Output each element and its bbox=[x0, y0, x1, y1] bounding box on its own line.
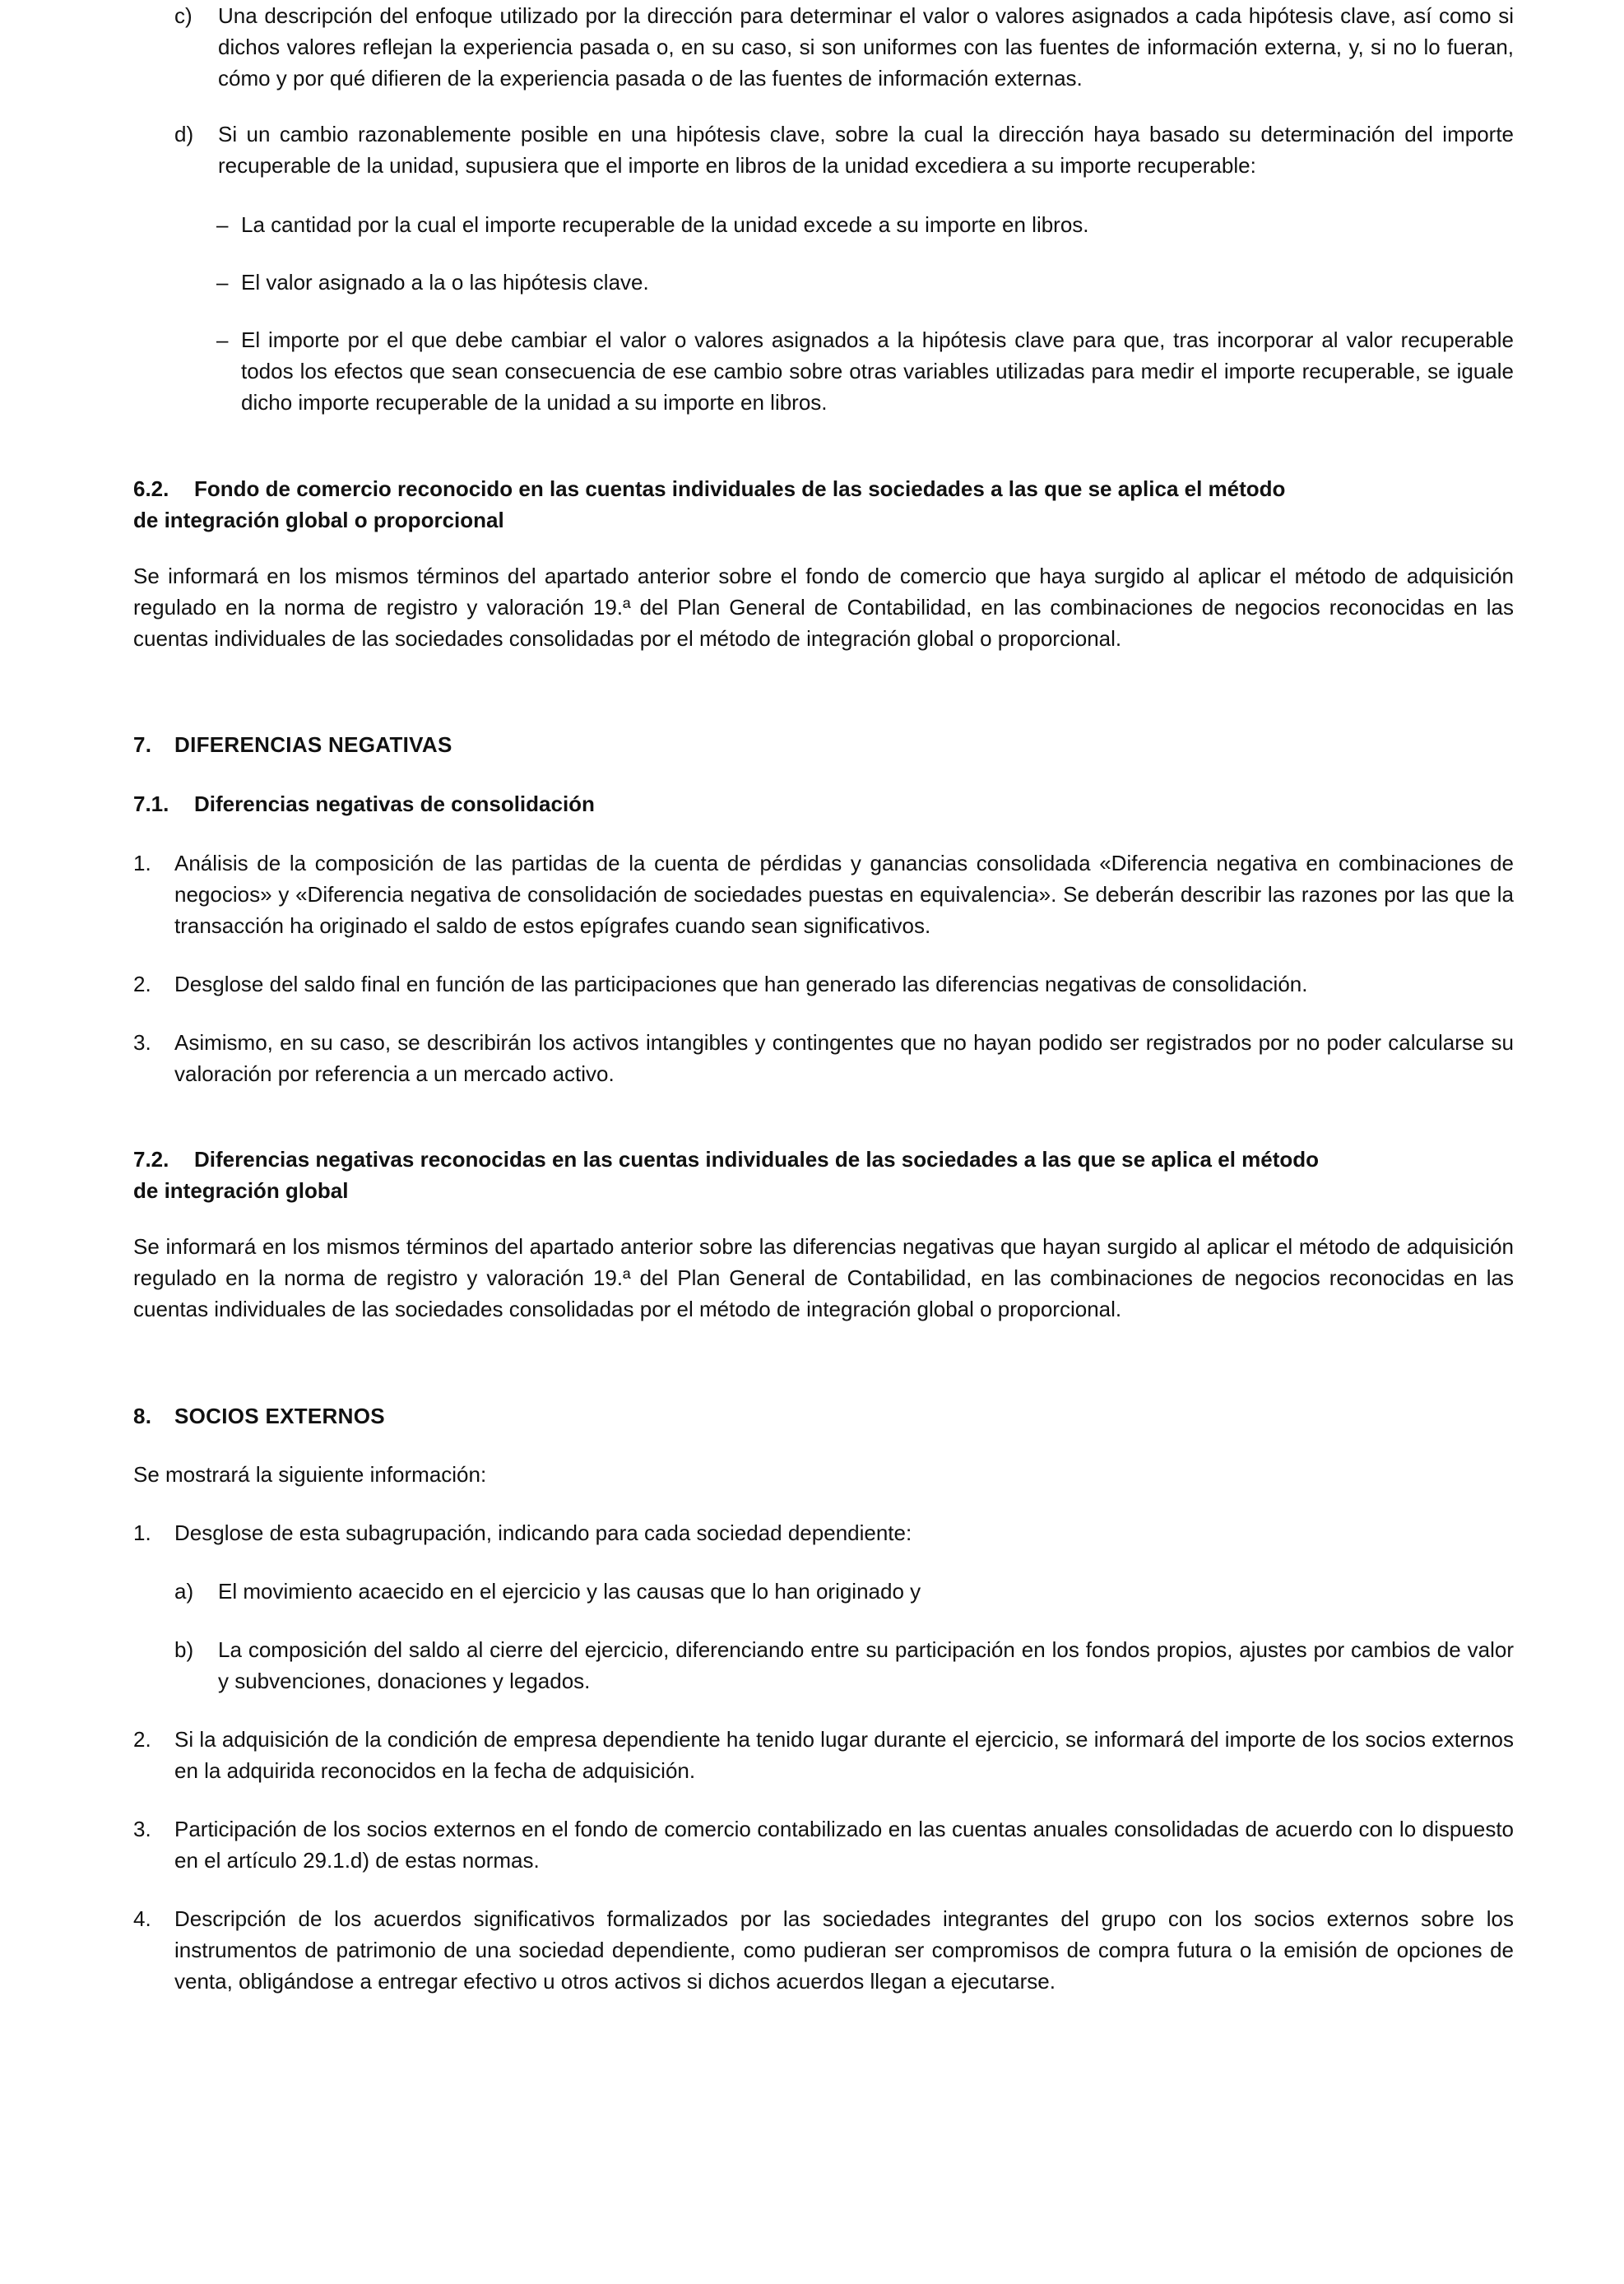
heading-title: DIFERENCIAS NEGATIVAS bbox=[174, 732, 452, 757]
list-marker: 3. bbox=[133, 1030, 151, 1055]
heading-title-line1: Fondo de comercio reconocido en las cuentas individuales de las sociedades a las que se aplica el método bbox=[194, 476, 1286, 501]
dash-marker: – bbox=[216, 327, 229, 352]
list-item-text: La composición del saldo al cierre del ejercicio, diferenciando entre su participación en los fondos propios, ajustes por cambios de valor y subvenciones, donaciones y legados. bbox=[218, 1637, 1514, 1693]
list-item-text: Descripción de los acuerdos significativos formalizados por las sociedades integrantes del grupo con los socios externos sobre los instrumentos de patrimonio de una sociedad dependiente, como pudieran ser compromisos de compra futura o la emisión de opciones de venta, obligándose a entregar efectivo u otros activos si dichos acuerdos llegan a ejecutarse. bbox=[174, 1906, 1514, 1994]
list-item-text: El movimiento acaecido en el ejercicio y las causas que lo han originado y bbox=[218, 1579, 921, 1604]
list-marker: a) bbox=[174, 1579, 194, 1604]
dash-item bbox=[133, 267, 1514, 298]
list-marker: 4. bbox=[133, 1906, 151, 1931]
heading-number: 7. bbox=[133, 732, 152, 757]
heading-number: 6.2. bbox=[133, 476, 169, 501]
dash-marker: – bbox=[216, 270, 229, 295]
list-item-8-1-a bbox=[133, 1576, 1514, 1607]
list-marker: 3. bbox=[133, 1817, 151, 1841]
list-item-8-1 bbox=[133, 1517, 1514, 1548]
list-item-text: Una descripción del enfoque utilizado por la dirección para determinar el valor o valores asignados a cada hipótesis clave, así como si dichos valores reflejan la experiencia pasada o, en su caso, si son uniformes con las fuentes de información externa, y, si no lo fueran, cómo y por qué difieren de la experiencia pasada o de las fuentes de información externas. bbox=[218, 3, 1514, 91]
section-heading-8 bbox=[133, 1400, 1514, 1432]
list-item-d bbox=[133, 118, 1514, 181]
list-marker: d) bbox=[174, 122, 194, 146]
list-item-text: Si un cambio razonablemente posible en una hipótesis clave, sobre la cual la dirección haya basado su determinación del importe recuperable de la unidad, supusiera que el importe en libros de la unidad excediera a su importe recuperable: bbox=[218, 122, 1514, 178]
heading-title: Diferencias negativas de consolidación bbox=[194, 792, 595, 816]
section-heading-7 bbox=[133, 729, 1514, 760]
list-item-8-1-b bbox=[133, 1634, 1514, 1697]
list-item-8-3 bbox=[133, 1813, 1514, 1876]
heading-title-line1: Diferencias negativas reconocidas en las cuentas individuales de las sociedades a las que se aplica el método bbox=[194, 1147, 1320, 1172]
list-item-text: Desglose de esta subagrupación, indicando para cada sociedad dependiente: bbox=[174, 1520, 912, 1545]
heading-title-line2: de integración global o proporcional bbox=[133, 508, 504, 532]
list-marker: 1. bbox=[133, 851, 151, 875]
heading-title-line2: de integración global bbox=[133, 1178, 349, 1203]
subsection-heading-7-2 bbox=[133, 1144, 1514, 1206]
subsection-heading-7-1 bbox=[133, 788, 1514, 819]
section-8-intro: Se mostrará la siguiente información: bbox=[133, 1462, 487, 1487]
list-marker: b) bbox=[174, 1637, 194, 1662]
paragraph-6-2: Se informará en los mismos términos del apartado anterior sobre el fondo de comercio que haya surgido al aplicar el método de adquisición regulado en la norma de registro y valoración 19.ª del Plan General de Contabilidad, en las combinaciones de negocios reconocidas en las cuentas individuales de las sociedades consolidadas por el método de integración global o proporcional. bbox=[133, 564, 1514, 651]
dash-item-text: El importe por el que debe cambiar el valor o valores asignados a la hipótesis clave para que, tras incorporar al valor recuperable todos los efectos que sean consecuencia de ese cambio sobre otras variables utilizadas para medir el importe recuperable, se iguale dicho importe recuperable de la unidad a su importe en libros. bbox=[241, 327, 1514, 415]
list-marker: 2. bbox=[133, 1727, 151, 1752]
list-item-text: Desglose del saldo final en función de las participaciones que han generado las diferencias negativas de consolidación. bbox=[174, 972, 1308, 996]
heading-title: SOCIOS EXTERNOS bbox=[174, 1404, 385, 1428]
dash-item-text: El valor asignado a la o las hipótesis clave. bbox=[241, 270, 649, 295]
document-page bbox=[133, 0, 1514, 1997]
heading-number: 7.1. bbox=[133, 792, 169, 816]
list-item-7-1-2 bbox=[133, 968, 1514, 1000]
list-item-7-1-1 bbox=[133, 847, 1514, 941]
list-item-text: Participación de los socios externos en el fondo de comercio contabilizado en las cuentas anuales consolidadas de acuerdo con lo dispuesto en el artículo 29.1.d) de estas normas. bbox=[174, 1817, 1514, 1873]
list-item-c bbox=[133, 0, 1514, 94]
list-marker: 2. bbox=[133, 972, 151, 996]
list-item-text: Asimismo, en su caso, se describirán los activos intangibles y contingentes que no hayan podido ser registrados por no poder calcularse su valoración por referencia a un mercado activo. bbox=[174, 1030, 1514, 1086]
heading-number: 8. bbox=[133, 1404, 152, 1428]
list-item-text: Si la adquisición de la condición de empresa dependiente ha tenido lugar durante el ejercicio, se informará del importe de los socios externos en la adquirida reconocidos en la fecha de adquisición. bbox=[174, 1727, 1514, 1783]
list-item-8-4 bbox=[133, 1903, 1514, 1997]
list-item-8-2 bbox=[133, 1724, 1514, 1786]
list-marker: 1. bbox=[133, 1520, 151, 1545]
dash-marker: – bbox=[216, 212, 229, 237]
list-item-text: Análisis de la composición de las partidas de la cuenta de pérdidas y ganancias consolidada «Diferencia negativa en combinaciones de negocios» y «Diferencia negativa de consolidación de sociedades puestas en equivalencia». Se deberán describir las razones por las que la transacción ha originado el saldo de estos epígrafes cuando sean significativos. bbox=[174, 851, 1514, 938]
list-marker: c) bbox=[174, 3, 193, 28]
subsection-heading-6-2 bbox=[133, 473, 1514, 536]
dash-item bbox=[133, 209, 1514, 240]
dash-item-text: La cantidad por la cual el importe recuperable de la unidad excede a su importe en libros. bbox=[241, 212, 1089, 237]
heading-number: 7.2. bbox=[133, 1147, 169, 1172]
dash-item bbox=[133, 324, 1514, 418]
paragraph-7-2: Se informará en los mismos términos del apartado anterior sobre las diferencias negativas que hayan surgido al aplicar el método de adquisición regulado en la norma de registro y valoración 19.ª del Plan General de Contabilidad, en las combinaciones de negocios reconocidas en las cuentas individuales de las sociedades consolidadas por el método de integración global o proporcional. bbox=[133, 1234, 1514, 1321]
list-item-7-1-3 bbox=[133, 1027, 1514, 1089]
